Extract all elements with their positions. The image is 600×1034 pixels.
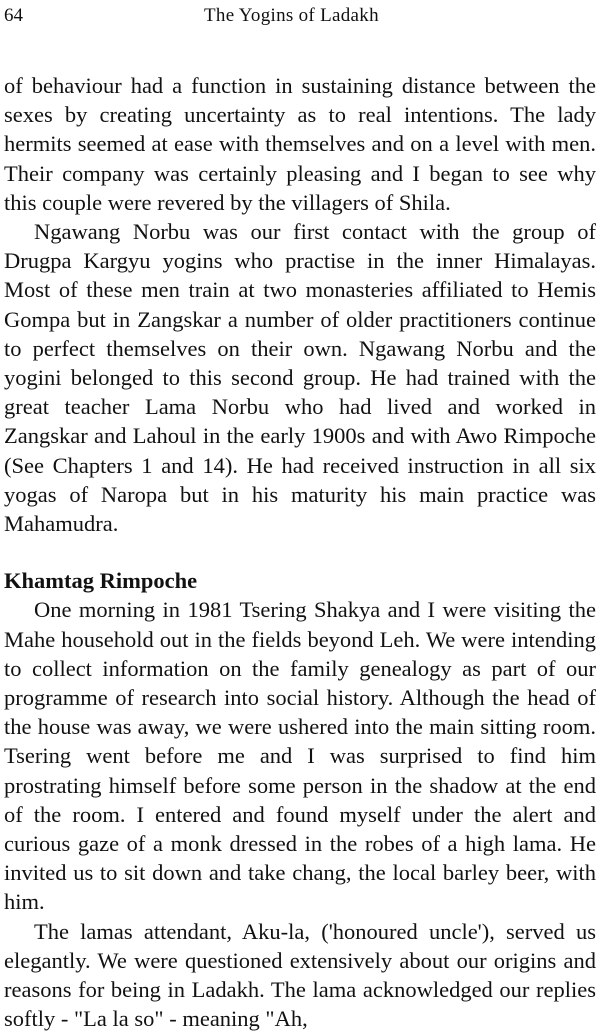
body-text [4, 71, 596, 1034]
section-heading: Khamtag Rimpoche [4, 568, 198, 594]
paragraph-morning-1981: One morning in 1981 Tsering Shakya and I were visiting the Mahe household out in the fields beyond Leh. We were intending to collect information on the family genealogy as part of our programme of research into social history. Although the head of the house was away, we were ushered into the main sitting room. Tsering went before me and I was surprised to find him prostrating himself before some person in the shadow at the end of the room. I entered and found myself under the alert and curious gaze of a monk dressed in the robes of a high lama. He invited us to sit down and take chang, the local barley beer, with him. [4, 597, 596, 915]
running-head [4, 4, 592, 28]
running-title: The Yogins of Ladakh [204, 5, 379, 26]
paragraph-ngawang-norbu: Ngawang Norbu was our first contact with the group of Drugpa Kargyu yogins who practise in the inner Himalayas. Most of these men train at two monasteries affiliated to Hemis Gompa but in Zangskar a number of older practitioners continue to perfect themselves on their own. Ngawang Norbu and the yogini belonged to this second group. He had trained with the great teacher Lama Norbu who had lived and worked in Zangskar and Lahoul in the early 1900s and with Awo Rimpoche (See Chapters 1 and 14). He had received instruction in all six yogas of Naropa but in his maturity his main practice was Mahamudra. [4, 219, 596, 537]
paragraph-lamas-attendant: The lamas attendant, Aku-la, ('honoured uncle'), served us elegantly. We were questioned extensively about our origins and reasons for being in Ladakh. The lama acknowledged our replies softly - "La la so" - meaning "Ah, [4, 918, 596, 1032]
paragraph-continuation: of behaviour had a function in sustaining distance between the sexes by creating uncertainty as to real intentions. The lady hermits seemed at ease with themselves and on a level with men. Their company was certainly pleasing and I began to see why this couple were revered by the villagers of Shila. [4, 73, 596, 215]
page-number: 64 [4, 5, 23, 26]
